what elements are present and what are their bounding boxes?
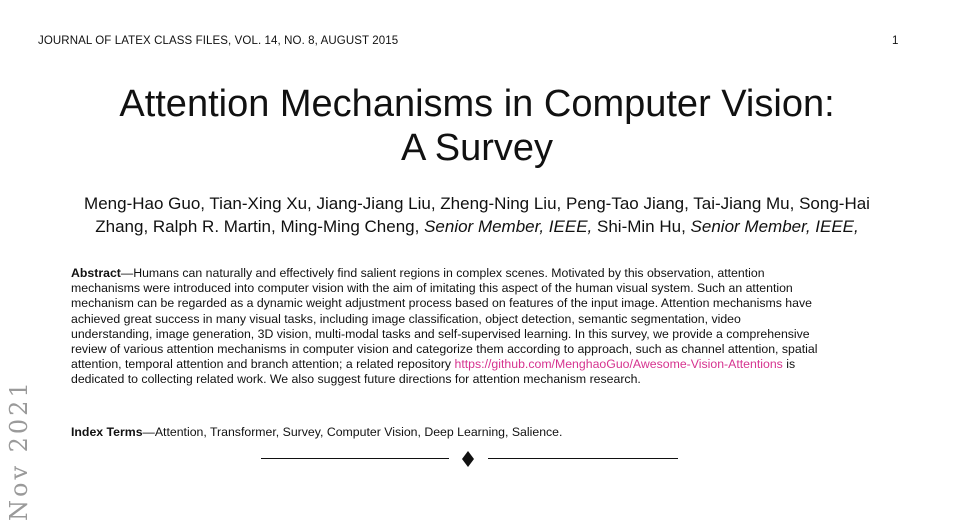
abstract-line: mechanisms were introduced into computer vision with the aim of imitating this aspect of the human visual system. Such an attention — [71, 281, 793, 296]
author-list — [0, 192, 954, 238]
abstract-line — [71, 357, 876, 372]
author-line-1: Meng-Hao Guo, Tian-Xing Xu, Jiang-Jiang Liu, Zheng-Ning Liu, Peng-Tao Jiang, Tai-Jiang Mu, Song-Hai — [84, 194, 870, 213]
abstract-line: review of various attention mechanisms in computer vision and categorize them according to approach, such as channel attention, spatial — [71, 342, 818, 357]
abstract-line: mechanism can be regarded as a dynamic weight adjustment process based on features of the input image. Attention mechanisms have — [71, 296, 812, 311]
abstract-text: attention, temporal attention and branch attention; a related repository — [71, 357, 455, 372]
author-line-2 — [0, 215, 954, 238]
abstract-text: —Humans can naturally and effectively find salient regions in complex scenes. Motivated by this observation, attention — [120, 266, 765, 280]
index-terms-text: —Attention, Transformer, Survey, Computer Vision, Deep Learning, Salience. — [142, 425, 563, 439]
abstract-line: understanding, image generation, 3D vision, multi-modal tasks and self-supervised learning. In this survey, we provide a comprehensive — [71, 326, 810, 341]
abstract — [71, 266, 876, 388]
abstract-text: is — [782, 357, 796, 372]
index-terms-label: Index Terms — [71, 425, 143, 439]
author-role-2: Senior Member, IEEE, — [690, 217, 859, 236]
separator-rule-left — [261, 458, 449, 459]
abstract-line: dedicated to collecting related work. We also suggest future directions for attention mechanism research. — [71, 372, 641, 387]
repository-link[interactable]: https://github.com/MenghaoGuo/Awesome-Vision-Attentions — [454, 357, 783, 372]
section-separator — [0, 451, 954, 467]
abstract-line: achieved great success in many visual tasks, including image classification, object detection, semantic segmentation, video — [71, 311, 741, 326]
author-role-1: Senior Member, IEEE, — [424, 217, 593, 236]
abstract-label: Abstract — [71, 266, 121, 280]
abstract-line — [71, 266, 876, 281]
paper-title-line-1: Attention Mechanisms in Computer Vision: — [119, 83, 835, 125]
diamond-icon — [461, 451, 475, 467]
author-names-part-2: Shi-Min Hu, — [597, 217, 686, 236]
separator-rule-right — [488, 458, 678, 459]
arxiv-date-watermark: Nov 2021 — [5, 379, 33, 521]
paper-title-line-2: A Survey — [400, 127, 554, 169]
index-terms — [71, 425, 562, 439]
author-names-part-1: Zhang, Ralph R. Martin, Ming-Ming Cheng, — [95, 217, 420, 236]
running-header: JOURNAL OF LATEX CLASS FILES, VOL. 14, NO. 8, AUGUST 2015 — [38, 35, 399, 47]
page-number: 1 — [892, 35, 899, 47]
paper-title — [0, 82, 954, 170]
